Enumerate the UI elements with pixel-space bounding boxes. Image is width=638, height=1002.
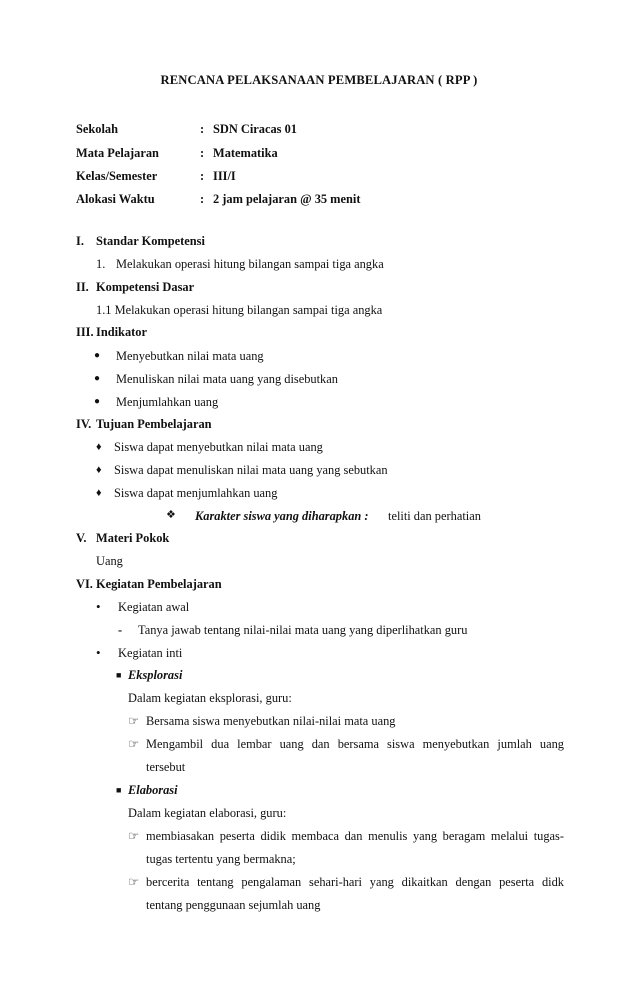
identity-sep: : xyxy=(200,192,205,206)
karakter-value: teliti dan perhatian xyxy=(388,509,481,523)
tujuan-item: Siswa dapat menjumlahkan uang xyxy=(114,486,278,500)
section-title-kegiatan-pembelajaran: Kegiatan Pembelajaran xyxy=(96,577,222,591)
bullet-dot-icon: ● xyxy=(94,350,101,361)
pointing-hand-icon: ☞ xyxy=(128,714,140,728)
kegiatan-awal-item: Tanya jawab tentang nilai-nilai mata uang yang diperlihatkan guru xyxy=(138,623,468,637)
bullet-dot-icon: ● xyxy=(94,373,101,384)
identity-label-alokasi: Alokasi Waktu xyxy=(76,192,155,206)
section-number: V. xyxy=(76,531,87,545)
eksplorasi-item-continued: tersebut xyxy=(146,760,186,774)
bullet-dot-icon: • xyxy=(96,599,101,614)
list-number: 1. xyxy=(96,257,106,271)
identity-sep: : xyxy=(200,122,205,136)
identity-label-sekolah: Sekolah xyxy=(76,122,119,136)
section-title-tujuan-pembelajaran: Tujuan Pembelajaran xyxy=(96,417,212,431)
section-number: II. xyxy=(76,280,89,294)
pointing-hand-icon: ☞ xyxy=(128,737,140,751)
tujuan-item: Siswa dapat menyebutkan nilai mata uang xyxy=(114,440,323,454)
section-title-kompetensi-dasar: Kompetensi Dasar xyxy=(96,280,195,294)
elaborasi-intro: Dalam kegiatan elaborasi, guru: xyxy=(128,806,287,820)
indikator-item: Menuliskan nilai mata uang yang disebutkan xyxy=(116,372,338,386)
identity-label-mapel: Mata Pelajaran xyxy=(76,146,159,160)
eksplorasi-intro: Dalam kegiatan eksplorasi, guru: xyxy=(128,691,292,705)
section-title-standar-kompetensi: Standar Kompetensi xyxy=(96,234,205,248)
section-number: VI. xyxy=(76,577,93,591)
bullet-diamond-icon: ♦ xyxy=(96,487,102,499)
identity-value-sekolah: SDN Ciracas 01 xyxy=(213,122,297,136)
document-title: RENCANA PELAKSANAAN PEMBELAJARAN ( RPP ) xyxy=(160,73,478,87)
standar-kompetensi-item: Melakukan operasi hitung bilangan sampai tiga angka xyxy=(116,257,384,271)
bullet-diamond-icon: ♦ xyxy=(96,464,102,476)
identity-label-kelas: Kelas/Semester xyxy=(76,169,158,183)
bullet-square-icon: ■ xyxy=(116,670,122,680)
identity-sep: : xyxy=(200,169,205,183)
kompetensi-dasar-item: 1.1 Melakukan operasi hitung bilangan sampai tiga angka xyxy=(96,303,383,317)
bullet-four-diamond-icon: ❖ xyxy=(166,509,176,521)
eksplorasi-item: Bersama siswa menyebutkan nilai-nilai mata uang xyxy=(146,714,396,728)
identity-value-alokasi: 2 jam pelajaran @ 35 menit xyxy=(213,192,361,206)
identity-value-kelas: III/I xyxy=(213,169,236,183)
tujuan-item: Siswa dapat menuliskan nilai mata uang yang sebutkan xyxy=(114,463,388,477)
dash-icon: - xyxy=(118,623,123,637)
elaborasi-item: membiasakan peserta didik membaca dan menulis yang beragam melalui tugas- xyxy=(146,829,564,843)
kegiatan-inti-label: Kegiatan inti xyxy=(118,646,183,660)
section-number: I. xyxy=(76,234,84,248)
elaborasi-item-continued: tentang penggunaan sejumlah uang xyxy=(146,898,321,912)
indikator-item: Menjumlahkan uang xyxy=(116,395,219,409)
eksplorasi-heading: Eksplorasi xyxy=(128,668,183,682)
elaborasi-heading: Elaborasi xyxy=(128,783,178,797)
elaborasi-item-continued: tugas tertentu yang bermakna; xyxy=(146,852,296,866)
bullet-diamond-icon: ♦ xyxy=(96,441,102,453)
section-title-indikator: Indikator xyxy=(96,325,147,339)
indikator-item: Menyebutkan nilai mata uang xyxy=(116,349,264,363)
section-number: III. xyxy=(76,325,94,339)
elaborasi-item: bercerita tentang pengalaman sehari-hari yang dikaitkan dengan peserta didk xyxy=(146,875,564,889)
section-title-materi-pokok: Materi Pokok xyxy=(96,531,170,545)
identity-sep: : xyxy=(200,146,205,160)
bullet-dot-icon: • xyxy=(96,645,101,660)
bullet-square-icon: ■ xyxy=(116,785,122,795)
identity-value-mapel: Matematika xyxy=(213,146,278,160)
eksplorasi-item: Mengambil dua lembar uang dan bersama siswa menyebutkan jumlah uang xyxy=(146,737,564,751)
section-number: IV. xyxy=(76,417,92,431)
materi-pokok-item: Uang xyxy=(96,554,123,568)
karakter-label: Karakter siswa yang diharapkan : xyxy=(195,509,369,523)
pointing-hand-icon: ☞ xyxy=(128,829,140,843)
pointing-hand-icon: ☞ xyxy=(128,875,140,889)
kegiatan-awal-label: Kegiatan awal xyxy=(118,600,190,614)
bullet-dot-icon: ● xyxy=(94,396,101,407)
